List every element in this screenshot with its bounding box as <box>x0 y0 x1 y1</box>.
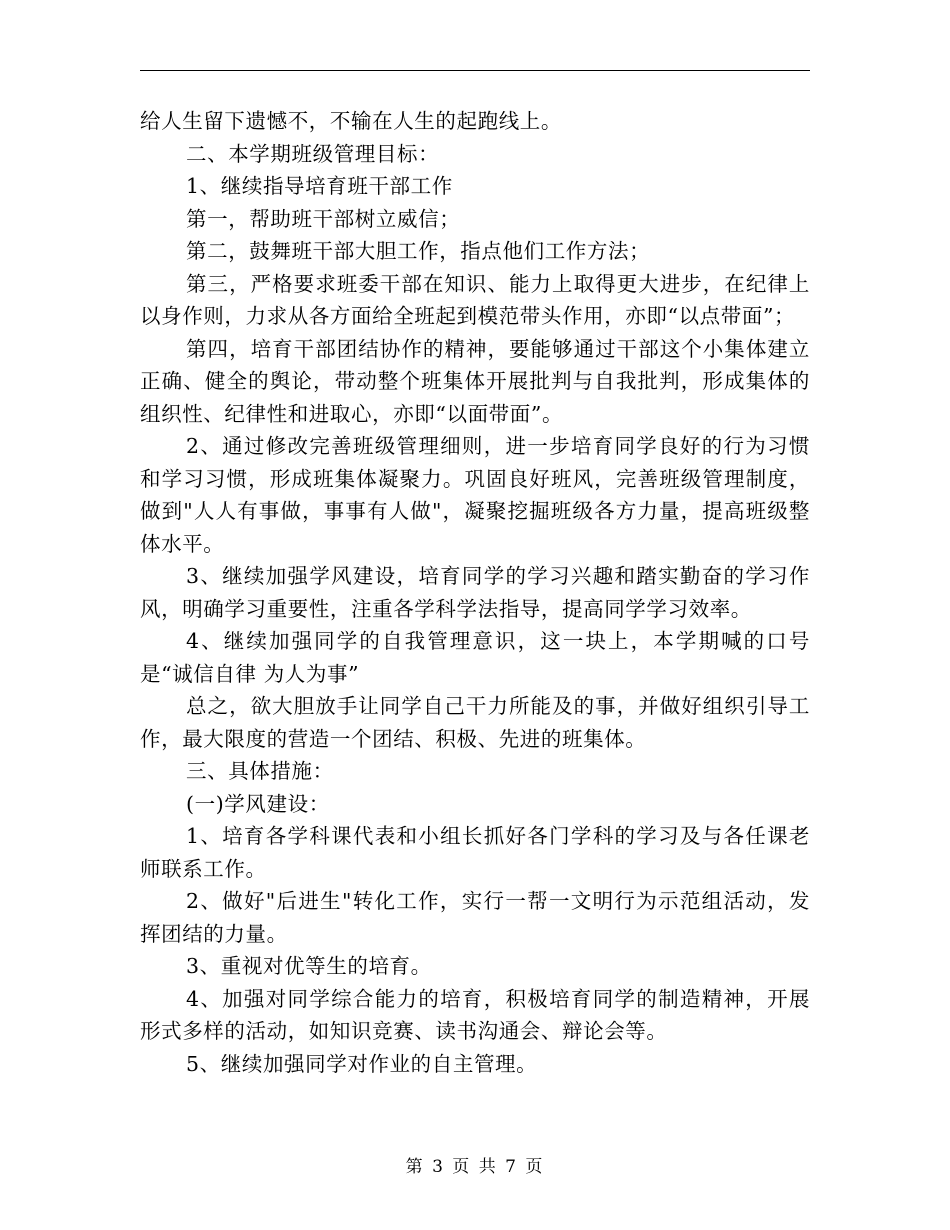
page-footer: 第 3 页 共 7 页 <box>405 1157 545 1177</box>
paragraph: 3、继续加强学风建设，培育同学的学习兴趣和踏实勤奋的学习作风，明确学习重要性，注重各学科学法指导，提高同学学习效率。 <box>140 564 810 621</box>
paragraph: 二、本学期班级管理目标： <box>186 141 440 166</box>
paragraph: 第三，严格要求班委干部在知识、能力上取得更大进步，在纪律上以身作则，力求从各方面给全班起到模范带头作用，亦即“以点带面”； <box>140 271 810 328</box>
paragraph: 三、具体措施： <box>186 759 334 783</box>
paragraph: 总之，欲大胆放手让同学自己干力所能及的事，并做好组织引导工作，最大限度的营造一个团结、积极、先进的班集体。 <box>140 694 810 751</box>
paragraph: 第四，培育干部团结协作的精神，要能够通过干部这个小集体建立正确、健全的舆论，带动整个班集体开展批判与自我批判，形成集体的组织性、纪律性和进取心，亦即“以面带面”。 <box>140 336 810 426</box>
paragraph: 2、通过修改完善班级管理细则，进一步培育同学良好的行为习惯和学习习惯，形成班集体凝聚力。巩固良好班风，完善班级管理制度，做到"人人有事做，事事有人做"，凝聚挖掘班级各方力量，提高班级整体水平。 <box>140 434 810 556</box>
paragraph: 3、重视对优等生的培育。 <box>186 954 432 978</box>
paragraph: 1、培育各学科课代表和小组长抓好各门学科的学习及与各任课老师联系工作。 <box>140 824 810 881</box>
paragraph: 给人生留下遗憾不，不输在人生的起跑线上。 <box>140 109 562 133</box>
paragraph: 4、继续加强同学的自我管理意识，这一块上，本学期喊的口号是“诚信自律 为人为事” <box>140 629 810 686</box>
paragraph: 1、继续指导培育班干部工作 <box>186 174 453 198</box>
paragraph: 第一，帮助班干部树立威信； <box>186 206 461 231</box>
body-text <box>140 105 810 1080</box>
paragraph: (一)学风建设： <box>186 791 330 816</box>
paragraph: 4、加强对同学综合能力的培育，积极培育同学的制造精神，开展形式多样的活动，如知识竞赛、读书沟通会、辩论会等。 <box>140 986 810 1043</box>
paragraph: 2、做好"后进生"转化工作，实行一帮一文明行为示范组活动，发挥团结的力量。 <box>140 889 810 946</box>
header-rule <box>140 70 810 71</box>
paragraph: 5、继续加强同学对作业的自主管理。 <box>186 1051 538 1076</box>
paragraph: 第二，鼓舞班干部大胆工作，指点他们工作方法； <box>186 239 651 263</box>
